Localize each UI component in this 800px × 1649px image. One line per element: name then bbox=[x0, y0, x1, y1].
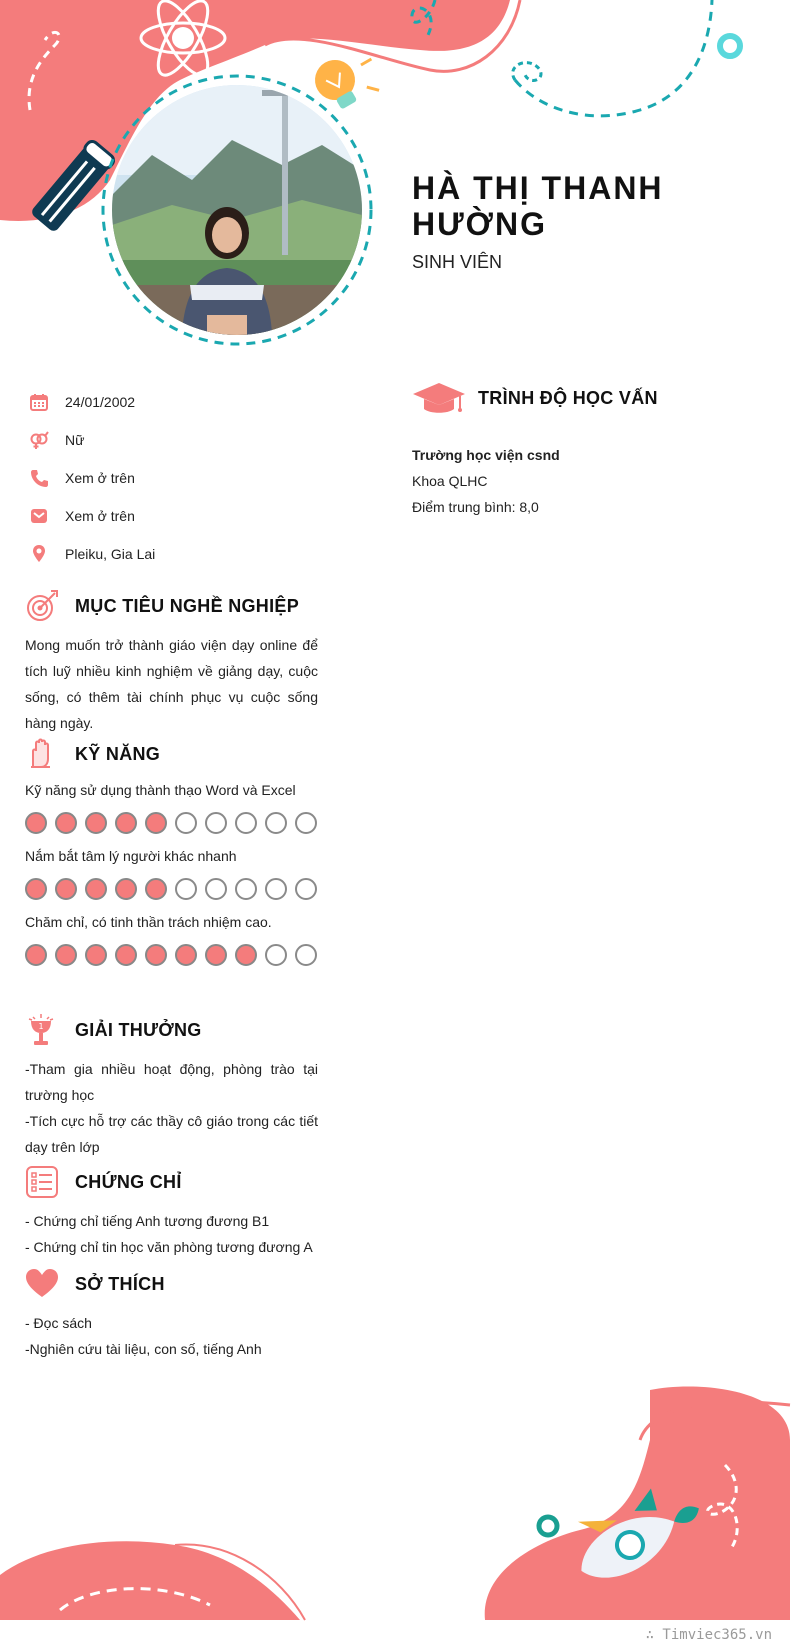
skill-list bbox=[25, 780, 318, 966]
section-title: MỤC TIÊU NGHỀ NGHIỆP bbox=[75, 595, 300, 616]
rating-dot-filled bbox=[175, 944, 197, 966]
rating-dot-empty bbox=[295, 812, 317, 834]
rating-dot-filled bbox=[25, 812, 47, 834]
phone-icon bbox=[25, 468, 65, 488]
skill-item bbox=[25, 912, 318, 966]
rating-dot-filled bbox=[235, 944, 257, 966]
rating-dot-filled bbox=[25, 944, 47, 966]
education-section bbox=[412, 378, 772, 520]
rating-dot-empty bbox=[235, 812, 257, 834]
rating-dot-filled bbox=[85, 812, 107, 834]
contact-phone bbox=[25, 459, 325, 497]
target-icon bbox=[25, 586, 75, 626]
contact-value: Pleiku, Gia Lai bbox=[65, 546, 156, 562]
rating-dot-filled bbox=[55, 812, 77, 834]
rating-dot-empty bbox=[295, 878, 317, 900]
rating-dot-empty bbox=[205, 878, 227, 900]
graduation-cap-icon bbox=[412, 378, 478, 418]
hand-icon bbox=[25, 734, 75, 774]
section-header bbox=[25, 1162, 318, 1202]
rating-dot-filled bbox=[85, 878, 107, 900]
rating-dot-filled bbox=[145, 944, 167, 966]
contact-value: Nữ bbox=[65, 432, 85, 448]
location-pin-icon bbox=[25, 544, 65, 564]
rating-dot-empty bbox=[205, 812, 227, 834]
skill-rating bbox=[25, 944, 318, 966]
rating-dot-empty bbox=[175, 812, 197, 834]
contact-gender bbox=[25, 421, 325, 459]
rating-dot-filled bbox=[55, 944, 77, 966]
skills-section bbox=[25, 734, 318, 978]
objective-section bbox=[25, 586, 318, 736]
rating-dot-filled bbox=[25, 878, 47, 900]
section-title: SỞ THÍCH bbox=[75, 1273, 165, 1294]
section-header bbox=[25, 1264, 318, 1304]
candidate-name: HÀ THỊ THANH HƯỜNG bbox=[412, 170, 664, 242]
rating-dot-empty bbox=[295, 944, 317, 966]
skill-label: Chăm chỉ, có tinh thần trách nhiệm cao. bbox=[25, 914, 272, 930]
skill-label: Nắm bắt tâm lý người khác nhanh bbox=[25, 848, 237, 864]
hobbies-section bbox=[25, 1264, 318, 1362]
contact-birthdate bbox=[25, 383, 325, 421]
section-title: KỸ NĂNG bbox=[75, 743, 161, 764]
section-header bbox=[25, 734, 318, 774]
rating-dot-filled bbox=[115, 812, 137, 834]
bottom-right-blob bbox=[485, 1387, 790, 1620]
teal-ring bbox=[720, 36, 740, 56]
rating-dot-filled bbox=[85, 944, 107, 966]
contact-email bbox=[25, 497, 325, 535]
profile-photo bbox=[112, 85, 362, 335]
trophy-icon bbox=[25, 1010, 75, 1050]
contact-info bbox=[25, 383, 325, 573]
objective-text: Mong muốn trở thành giáo viện dạy online để tích luỹ nhiều kinh nghiệm về giảng dạy, cuộc sống, có thêm tài chính phục vụ cuộc sống hàng ngày. bbox=[25, 637, 318, 731]
certificate-item: - Chứng chỉ tin học văn phòng tương đương A bbox=[25, 1239, 313, 1255]
award-item: -Tích cực hỗ trợ các thầy cô giáo trong các tiết dạy trên lớp bbox=[25, 1113, 318, 1155]
rating-dot-filled bbox=[145, 812, 167, 834]
section-title: TRÌNH ĐỘ HỌC VẤN bbox=[478, 387, 658, 408]
contact-address bbox=[25, 535, 325, 573]
rating-dot-filled bbox=[115, 944, 137, 966]
gender-icon bbox=[25, 430, 65, 450]
gpa: Điểm trung bình: 8,0 bbox=[412, 499, 539, 515]
award-item: -Tham gia nhiều hoạt động, phòng trào tại trường học bbox=[25, 1061, 318, 1103]
checklist-icon bbox=[25, 1162, 75, 1202]
small-teal-ring bbox=[539, 1517, 557, 1535]
heart-icon bbox=[25, 1264, 75, 1304]
hobby-item: -Nghiên cứu tài liệu, con số, tiếng Anh bbox=[25, 1341, 262, 1357]
certificate-item: - Chứng chỉ tiếng Anh tương đương B1 bbox=[25, 1213, 270, 1229]
avatar bbox=[112, 85, 362, 335]
school-name: Trường học viện csnd bbox=[412, 447, 560, 463]
candidate-title: SINH VIÊN bbox=[412, 252, 503, 272]
section-title: CHỨNG CHỈ bbox=[75, 1171, 182, 1192]
rating-dot-empty bbox=[265, 944, 287, 966]
contact-value: Xem ở trên bbox=[65, 470, 135, 486]
rating-dot-empty bbox=[265, 812, 287, 834]
contact-value: Xem ở trên bbox=[65, 508, 135, 524]
watermark: ∴ Timviec365.vn bbox=[645, 1627, 772, 1643]
certificates-section bbox=[25, 1162, 318, 1260]
skill-label: Kỹ năng sử dụng thành thạo Word và Excel bbox=[25, 782, 296, 798]
awards-section bbox=[25, 1010, 318, 1160]
section-header bbox=[25, 586, 318, 626]
skill-rating bbox=[25, 878, 318, 900]
hobby-item: - Đọc sách bbox=[25, 1315, 92, 1331]
skill-item bbox=[25, 846, 318, 900]
email-icon bbox=[25, 506, 65, 526]
bottom-left-blob bbox=[0, 1541, 300, 1620]
contact-value: 24/01/2002 bbox=[65, 394, 136, 410]
svg-text:1: 1 bbox=[38, 1022, 44, 1031]
rating-dot-empty bbox=[265, 878, 287, 900]
skill-rating bbox=[25, 812, 318, 834]
rating-dot-empty bbox=[235, 878, 257, 900]
rating-dot-filled bbox=[145, 878, 167, 900]
calendar-icon bbox=[25, 392, 65, 412]
skill-item bbox=[25, 780, 318, 834]
rating-dot-filled bbox=[115, 878, 137, 900]
rating-dot-empty bbox=[175, 878, 197, 900]
section-title: GIẢI THƯỞNG bbox=[75, 1019, 202, 1040]
rating-dot-filled bbox=[55, 878, 77, 900]
section-header bbox=[25, 1010, 318, 1050]
rating-dot-filled bbox=[205, 944, 227, 966]
faculty: Khoa QLHC bbox=[412, 473, 488, 489]
section-header bbox=[412, 378, 772, 418]
